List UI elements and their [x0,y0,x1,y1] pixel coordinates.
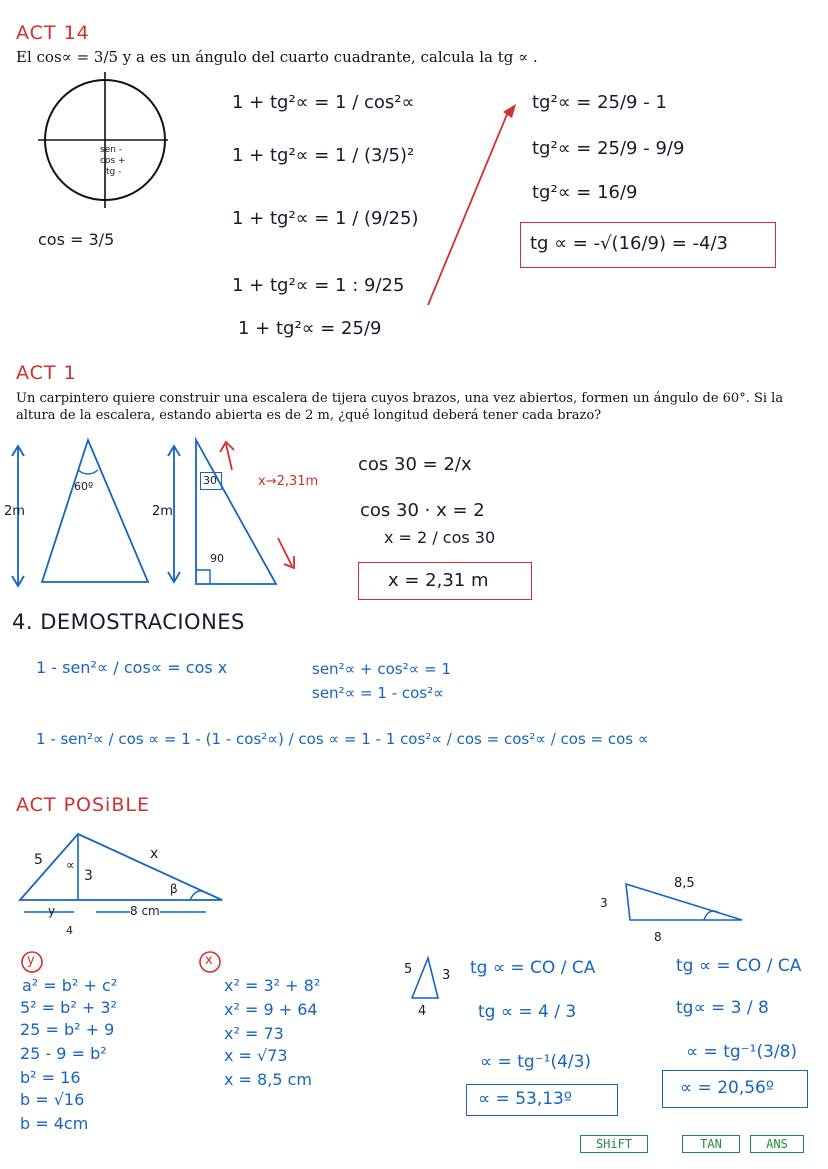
arm-length-label: x→2,31m [258,474,319,489]
tri-label-alpha: ∝ [66,858,75,872]
act1-result: x = 2,31 m [388,570,489,591]
alpha-step-1: tg ∝ = CO / CA [470,958,596,978]
alpha-step-3: ∝ = tg⁻¹(4/3) [480,1052,592,1072]
alpha-result: ∝ = 53,13º [478,1089,572,1109]
posible-heading: ACT POSiBLE [16,794,150,816]
act14-step-5: 1 + tg²∝ = 25/9 [238,318,382,339]
act1-eq-2: cos 30 · x = 2 [360,500,485,521]
y-step-2: 5² = b² + 3² [20,998,117,1017]
y-step-5: b² = 16 [20,1068,81,1087]
demo-heading: 4. DEMOSTRACIONES [12,610,245,634]
cos-given: cos = 3/5 [38,230,115,249]
act14-step-4: 1 + tg²∝ = 1 : 9/25 [232,275,405,296]
act14-right-step-1: tg²∝ = 25/9 - 1 [532,92,667,113]
tan-key-button[interactable]: TAN [682,1135,740,1153]
act1-heading: ACT 1 [16,362,77,384]
quadrant-label-cos: cos + [100,156,126,166]
y-step-4: 25 - 9 = b² [20,1044,107,1063]
x-step-4: x = √73 [224,1046,288,1065]
small-tri-label-5: 5 [404,962,413,977]
right-angle-label: 90 [210,552,224,565]
right-tri-label-hyp: 8,5 [674,876,695,891]
tri-label-4: 4 [66,924,73,937]
act1-statement: Un carpintero quiere construir una escalera de tijera cuyos brazos, una vez abiertos, formen un ángulo de 60°. Si la altura de la escalera, estando abierta es de 2 m, ¿qué longitud deberá tener cada brazo? [16,391,784,423]
tri-label-side-5: 5 [34,852,43,868]
act1-eq-3: x = 2 / cos 30 [384,528,496,547]
right-tri-label-3: 3 [600,896,608,910]
x-step-2: x² = 9 + 64 [224,1000,318,1019]
small-triangle [412,958,438,998]
act14-right-step-2: tg²∝ = 25/9 - 9/9 [532,138,685,159]
y-step-1: a² = b² + c² [22,976,118,995]
half-ladder-height-label: 2m [152,504,173,519]
tri-label-height-3: 3 [84,868,93,884]
ans-key-button[interactable]: ANS [750,1135,804,1153]
act14-heading: ACT 14 [16,22,90,44]
act1-eq-1: cos 30 = 2/x [358,454,472,475]
ladder-angle-label: 60º [74,480,94,493]
y-step-6: b = √16 [20,1090,85,1109]
demo-identity-1: sen²∝ + cos²∝ = 1 [312,660,451,678]
tri-label-beta: β [170,882,178,896]
act14-statement: El cos∝ = 3/5 y a es un ángulo del cuarto cuadrante, calcula la tg ∝ . [16,48,538,66]
act14-step-1: 1 + tg²∝ = 1 / cos²∝ [232,92,415,113]
y-step-3: 25 = b² + 9 [20,1020,115,1039]
x-marker: x [205,953,213,968]
alpha2-step-2: tg∝ = 3 / 8 [676,998,769,1018]
small-tri-label-4: 4 [418,1004,427,1019]
alpha2-result: ∝ = 20,56º [680,1078,774,1098]
alpha-step-2: tg ∝ = 4 / 3 [478,1002,577,1022]
act14-step-3: 1 + tg²∝ = 1 / (9/25) [232,208,419,229]
act14-result: tg ∝ = -√(16/9) = -4/3 [530,233,729,254]
small-tri-label-3: 3 [442,968,451,983]
x-step-5: x = 8,5 cm [224,1070,312,1089]
shift-key-button[interactable]: SHiFT [580,1135,648,1153]
right-tri-label-8: 8 [654,930,662,944]
x-step-3: x² = 73 [224,1024,284,1043]
main-triangle [20,834,222,900]
x-step-1: x² = 3² + 8² [224,976,321,995]
tri-label-base: 8 cm [130,904,160,918]
demo-proof: 1 - sen²∝ / cos ∝ = 1 - (1 - cos²∝) / cos ∝ = 1 - 1 cos²∝ / cos = cos²∝ / cos = cos ∝ [36,730,649,748]
alpha2-step-3: ∝ = tg⁻¹(3/8) [686,1042,798,1062]
ladder-height-label: 2m [4,504,25,519]
y-marker: y [27,953,35,968]
tri-label-y: y [48,904,56,918]
demo-identity-2: sen²∝ = 1 - cos²∝ [312,684,444,702]
act14-right-step-3: tg²∝ = 16/9 [532,182,638,203]
tri-label-hyp-x: x [150,846,159,862]
alpha2-step-1: tg ∝ = CO / CA [676,956,802,976]
y-step-7: b = 4cm [20,1114,89,1133]
act14-step-2: 1 + tg²∝ = 1 / (3/5)² [232,145,415,166]
half-angle-label: 30 [203,474,217,487]
demo-claim: 1 - sen²∝ / cos∝ = cos x [36,658,228,677]
quadrant-label-sen: sen - [100,145,123,155]
quadrant-label-tg: tg - [106,167,122,177]
